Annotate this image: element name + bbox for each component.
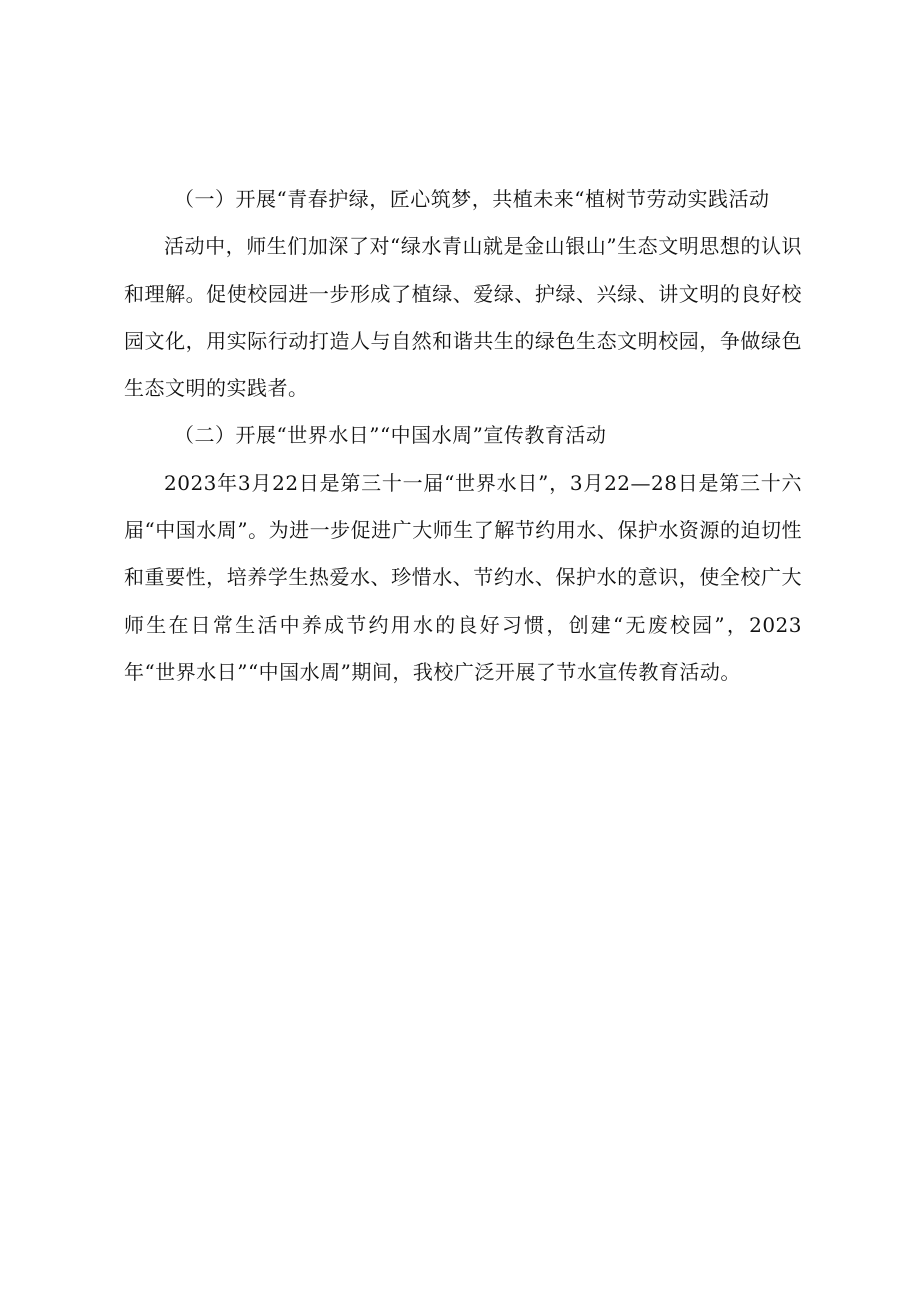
document-body [124,176,802,696]
paragraph-water-day: 2023年3月22日是第三十一届“世界水日”，3月22—28日是第三十六届“中国水周”。为进一步促进广大师生了解节约用水、保护水资源的迫切性和重要性，培养学生热爱水、珍惜水、节约水、保护水的意识，使全校广大师生在日常生活中养成节约用水的良好习惯，创建“无废校园”，2023年“世界水日”“中国水周”期间，我校广泛开展了节水宣传教育活动。 [124,470,802,684]
section-heading-water-day: （二）开展“世界水日”“中国水周”宣传教育活动 [174,423,607,448]
section-heading-arbor-day: （一）开展“青春护绿，匠心筑梦，共植未来“植树节劳动实践活动 [174,187,770,211]
paragraph-arbor-day: 活动中，师生们加深了对“绿水青山就是金山银山”生态文明思想的认识和理解。促使校园进一步形成了植绿、爱绿、护绿、兴绿、讲文明的良好校园文化，用实际行动打造人与自然和谐共生的绿色生态文明校园，争做绿色生态文明的实践者。 [124,234,802,401]
